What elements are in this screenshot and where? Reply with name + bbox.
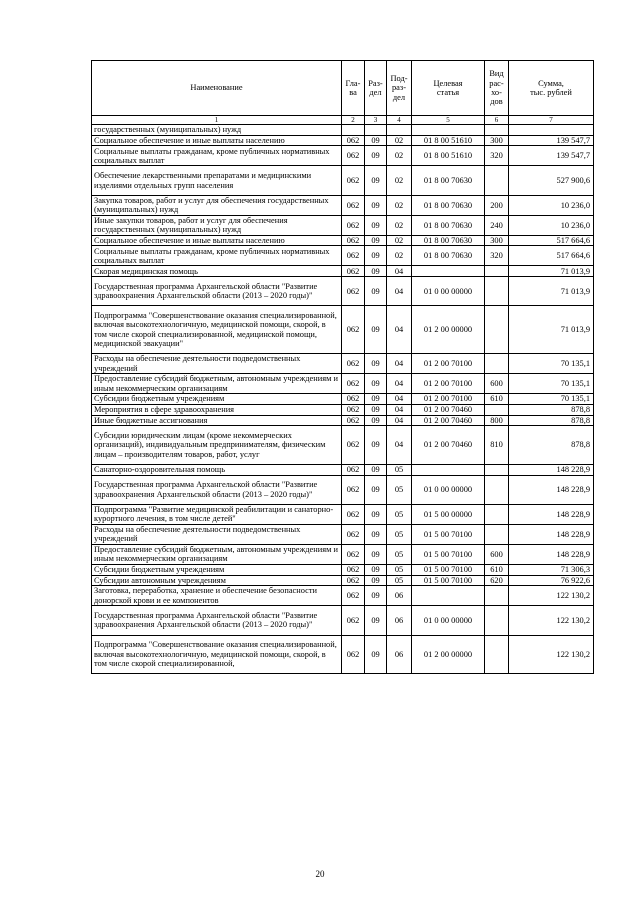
- header-vid-rashodov: Вид рас- хо- дов: [485, 61, 509, 116]
- row-podrazdel: 05: [387, 475, 412, 504]
- row-podrazdel: 04: [387, 306, 412, 354]
- row-celevaya-statya: [412, 266, 485, 277]
- row-glava: 062: [342, 146, 365, 166]
- row-glava: 062: [342, 374, 365, 394]
- row-razdel: 09: [365, 564, 387, 575]
- row-podrazdel: 02: [387, 146, 412, 166]
- row-name: Санаторно-оздоровительная помощь: [92, 464, 342, 475]
- row-podrazdel: 04: [387, 415, 412, 426]
- row-podrazdel: 04: [387, 394, 412, 405]
- row-summa: 71 306,3: [509, 564, 594, 575]
- row-vid-rashodov: [485, 266, 509, 277]
- row-glava: 062: [342, 464, 365, 475]
- row-razdel: 09: [365, 475, 387, 504]
- row-podrazdel: 02: [387, 235, 412, 246]
- header-name: Наименование: [92, 61, 342, 116]
- row-glava: 062: [342, 606, 365, 635]
- row-name: Подпрограмма "Совершенствование оказания специализированной, включая высокотехнологичную, медицинской помощи, скорой, в том числе скорой специализированной,: [92, 635, 342, 674]
- row-glava: 062: [342, 524, 365, 544]
- budget-table: [91, 60, 594, 674]
- table-row: [92, 235, 594, 246]
- row-razdel: 09: [365, 166, 387, 195]
- row-summa: 878,8: [509, 415, 594, 426]
- table-row: [92, 394, 594, 405]
- row-razdel: 09: [365, 464, 387, 475]
- row-glava: 062: [342, 415, 365, 426]
- row-glava: 062: [342, 575, 365, 586]
- row-razdel: 09: [365, 146, 387, 166]
- row-razdel: 09: [365, 235, 387, 246]
- row-vid-rashodov: 320: [485, 146, 509, 166]
- row-podrazdel: 05: [387, 564, 412, 575]
- row-vid-rashodov: [485, 635, 509, 674]
- row-glava: 062: [342, 475, 365, 504]
- row-celevaya-statya: [412, 586, 485, 606]
- table-row: [92, 135, 594, 146]
- header-glava: Гла- ва: [342, 61, 365, 116]
- row-glava: [342, 125, 365, 136]
- table-row: [92, 404, 594, 415]
- col-number: 3: [365, 116, 387, 125]
- row-summa: 148 228,9: [509, 475, 594, 504]
- row-glava: 062: [342, 426, 365, 465]
- col-number: 4: [387, 116, 412, 125]
- table-row: [92, 374, 594, 394]
- row-name: Государственная программа Архангельской области "Развитие здравоохранения Архангельской области (2013 – 2020 годы)": [92, 475, 342, 504]
- row-celevaya-statya: 01 2 00 70100: [412, 354, 485, 374]
- table-body: [92, 125, 594, 674]
- row-vid-rashodov: 810: [485, 426, 509, 465]
- row-summa: 148 228,9: [509, 504, 594, 524]
- row-razdel: 09: [365, 426, 387, 465]
- row-name: Обеспечение лекарственными препаратами и медицинскими изделиями отдельных групп населения: [92, 166, 342, 195]
- table-row: [92, 354, 594, 374]
- table-row: [92, 606, 594, 635]
- row-glava: 062: [342, 306, 365, 354]
- row-vid-rashodov: [485, 586, 509, 606]
- table-row: [92, 306, 594, 354]
- table-row: [92, 464, 594, 475]
- row-name: Закупка товаров, работ и услуг для обеспечения государственных (муниципальных) нужд: [92, 195, 342, 215]
- row-glava: 062: [342, 564, 365, 575]
- row-celevaya-statya: 01 5 00 70100: [412, 544, 485, 564]
- row-name: Мероприятия в сфере здравоохранения: [92, 404, 342, 415]
- row-razdel: 09: [365, 544, 387, 564]
- row-vid-rashodov: [485, 306, 509, 354]
- row-summa: 70 135,1: [509, 394, 594, 405]
- row-podrazdel: 05: [387, 575, 412, 586]
- row-glava: 062: [342, 586, 365, 606]
- row-vid-rashodov: [485, 404, 509, 415]
- row-summa: 76 922,6: [509, 575, 594, 586]
- row-name: Субсидии бюджетным учреждениям: [92, 394, 342, 405]
- table-row: [92, 166, 594, 195]
- row-razdel: 09: [365, 394, 387, 405]
- row-podrazdel: 04: [387, 426, 412, 465]
- row-vid-rashodov: 240: [485, 215, 509, 235]
- row-glava: 062: [342, 277, 365, 306]
- row-name: Подпрограмма "Совершенствование оказания специализированной, включая высокотехнологичную, медицинской помощи, скорой, в том числе скорой специализированной, медицинской помощи, медицинской эвакуации": [92, 306, 342, 354]
- row-name: Социальное обеспечение и иные выплаты населению: [92, 135, 342, 146]
- row-summa: 527 900,6: [509, 166, 594, 195]
- header-row: [92, 61, 594, 116]
- row-glava: 062: [342, 404, 365, 415]
- row-name: Расходы на обеспечение деятельности подведомственных учреждений: [92, 524, 342, 544]
- row-name: Субсидии автономным учреждениям: [92, 575, 342, 586]
- row-celevaya-statya: 01 5 00 70100: [412, 564, 485, 575]
- column-number-row: [92, 116, 594, 125]
- row-summa: 71 013,9: [509, 277, 594, 306]
- row-podrazdel: 05: [387, 524, 412, 544]
- row-podrazdel: 05: [387, 464, 412, 475]
- row-summa: 139 547,7: [509, 146, 594, 166]
- row-razdel: 09: [365, 135, 387, 146]
- table-row: [92, 564, 594, 575]
- row-vid-rashodov: 610: [485, 394, 509, 405]
- row-celevaya-statya: 01 2 00 00000: [412, 306, 485, 354]
- table-row: [92, 125, 594, 136]
- row-vid-rashodov: [485, 277, 509, 306]
- row-razdel: 09: [365, 266, 387, 277]
- row-razdel: 09: [365, 354, 387, 374]
- row-name: Государственная программа Архангельской области "Развитие здравоохранения Архангельской области (2013 – 2020 годы)": [92, 277, 342, 306]
- row-vid-rashodov: 600: [485, 544, 509, 564]
- table-row: [92, 246, 594, 266]
- row-celevaya-statya: 01 8 00 70630: [412, 246, 485, 266]
- row-summa: 148 228,9: [509, 524, 594, 544]
- table-row: [92, 575, 594, 586]
- row-name: Субсидии юридическим лицам (кроме некоммерческих организаций), индивидуальным предпринимателям, физическим лицам – производителям товаров, работ, услуг: [92, 426, 342, 465]
- row-vid-rashodov: [485, 125, 509, 136]
- row-celevaya-statya: 01 2 00 00000: [412, 635, 485, 674]
- row-name: Социальное обеспечение и иные выплаты населению: [92, 235, 342, 246]
- row-summa: [509, 125, 594, 136]
- row-summa: 122 130,2: [509, 586, 594, 606]
- row-summa: 517 664,6: [509, 246, 594, 266]
- row-vid-rashodov: [485, 524, 509, 544]
- row-name: Заготовка, переработка, хранение и обеспечение безопасности донорской крови и ее компонентов: [92, 586, 342, 606]
- row-celevaya-statya: 01 8 00 70630: [412, 195, 485, 215]
- row-glava: 062: [342, 354, 365, 374]
- table-row: [92, 524, 594, 544]
- row-summa: 122 130,2: [509, 635, 594, 674]
- row-razdel: [365, 125, 387, 136]
- row-vid-rashodov: 610: [485, 564, 509, 575]
- row-summa: 71 013,9: [509, 266, 594, 277]
- row-podrazdel: 04: [387, 266, 412, 277]
- row-celevaya-statya: 01 2 00 70460: [412, 404, 485, 415]
- row-name: Предоставление субсидий бюджетным, автономным учреждениям и иным некоммерческим организациям: [92, 374, 342, 394]
- row-razdel: 09: [365, 586, 387, 606]
- col-number: 7: [509, 116, 594, 125]
- header-celevaya-statya: Целевая статья: [412, 61, 485, 116]
- row-name: Иные бюджетные ассигнования: [92, 415, 342, 426]
- row-vid-rashodov: 800: [485, 415, 509, 426]
- row-celevaya-statya: 01 8 00 51610: [412, 146, 485, 166]
- row-glava: 062: [342, 635, 365, 674]
- row-celevaya-statya: 01 8 00 70630: [412, 215, 485, 235]
- row-vid-rashodov: 320: [485, 246, 509, 266]
- col-number: 5: [412, 116, 485, 125]
- table-row: [92, 277, 594, 306]
- row-glava: 062: [342, 544, 365, 564]
- table-row: [92, 635, 594, 674]
- row-vid-rashodov: 300: [485, 135, 509, 146]
- row-vid-rashodov: 300: [485, 235, 509, 246]
- row-summa: 70 135,1: [509, 374, 594, 394]
- row-summa: 10 236,0: [509, 195, 594, 215]
- table-row: [92, 146, 594, 166]
- row-vid-rashodov: [485, 504, 509, 524]
- row-summa: 878,8: [509, 404, 594, 415]
- header-summa: Сумма, тыс. рублей: [509, 61, 594, 116]
- table-row: [92, 504, 594, 524]
- col-number: 2: [342, 116, 365, 125]
- row-summa: 148 228,9: [509, 464, 594, 475]
- row-celevaya-statya: 01 0 00 00000: [412, 606, 485, 635]
- row-glava: 062: [342, 166, 365, 195]
- table-row: [92, 586, 594, 606]
- row-razdel: 09: [365, 215, 387, 235]
- row-name: Расходы на обеспечение деятельности подведомственных учреждений: [92, 354, 342, 374]
- col-number: 1: [92, 116, 342, 125]
- row-razdel: 09: [365, 504, 387, 524]
- row-podrazdel: 02: [387, 135, 412, 146]
- row-razdel: 09: [365, 404, 387, 415]
- row-vid-rashodov: [485, 475, 509, 504]
- row-vid-rashodov: 600: [485, 374, 509, 394]
- row-razdel: 09: [365, 195, 387, 215]
- row-celevaya-statya: 01 2 00 70100: [412, 394, 485, 405]
- row-name: Государственная программа Архангельской области "Развитие здравоохранения Архангельской области (2013 – 2020 годы)": [92, 606, 342, 635]
- row-celevaya-statya: 01 5 00 00000: [412, 504, 485, 524]
- header-razdel: Раз- дел: [365, 61, 387, 116]
- row-vid-rashodov: [485, 606, 509, 635]
- table-row: [92, 426, 594, 465]
- row-razdel: 09: [365, 575, 387, 586]
- row-name: Социальные выплаты гражданам, кроме публичных нормативных социальных выплат: [92, 246, 342, 266]
- row-podrazdel: 06: [387, 635, 412, 674]
- row-razdel: 09: [365, 306, 387, 354]
- row-podrazdel: 02: [387, 215, 412, 235]
- row-glava: 062: [342, 504, 365, 524]
- row-summa: 517 664,6: [509, 235, 594, 246]
- table-row: [92, 475, 594, 504]
- row-vid-rashodov: 620: [485, 575, 509, 586]
- row-glava: 062: [342, 266, 365, 277]
- row-razdel: 09: [365, 246, 387, 266]
- row-podrazdel: 02: [387, 195, 412, 215]
- row-summa: 122 130,2: [509, 606, 594, 635]
- budget-table-container: [91, 60, 593, 674]
- row-celevaya-statya: 01 8 00 70630: [412, 235, 485, 246]
- col-number: 6: [485, 116, 509, 125]
- row-podrazdel: 05: [387, 544, 412, 564]
- row-name: Иные закупки товаров, работ и услуг для обеспечения государственных (муниципальных) нужд: [92, 215, 342, 235]
- row-razdel: 09: [365, 635, 387, 674]
- row-vid-rashodov: [485, 354, 509, 374]
- row-celevaya-statya: 01 8 00 70630: [412, 166, 485, 195]
- row-razdel: 09: [365, 415, 387, 426]
- row-name: государственных (муниципальных) нужд: [92, 125, 342, 136]
- row-glava: 062: [342, 246, 365, 266]
- row-celevaya-statya: 01 5 00 70100: [412, 524, 485, 544]
- row-glava: 062: [342, 235, 365, 246]
- row-podrazdel: 05: [387, 504, 412, 524]
- row-podrazdel: 06: [387, 586, 412, 606]
- row-podrazdel: 04: [387, 374, 412, 394]
- row-podrazdel: 06: [387, 606, 412, 635]
- row-glava: 062: [342, 394, 365, 405]
- row-name: Подпрограмма "Развитие медицинской реабилитации и санаторно-курортного лечения, в том числе детей": [92, 504, 342, 524]
- row-podrazdel: 04: [387, 404, 412, 415]
- table-row: [92, 415, 594, 426]
- row-celevaya-statya: 01 2 00 70100: [412, 374, 485, 394]
- row-podrazdel: 02: [387, 246, 412, 266]
- page-number: 20: [315, 869, 325, 879]
- row-summa: 10 236,0: [509, 215, 594, 235]
- row-summa: 70 135,1: [509, 354, 594, 374]
- row-podrazdel: 04: [387, 277, 412, 306]
- table-row: [92, 544, 594, 564]
- row-name: Скорая медицинская помощь: [92, 266, 342, 277]
- row-summa: 878,8: [509, 426, 594, 465]
- row-name: Субсидии бюджетным учреждениям: [92, 564, 342, 575]
- row-podrazdel: 04: [387, 354, 412, 374]
- header-podrazdel: Под- раз- дел: [387, 61, 412, 116]
- row-razdel: 09: [365, 606, 387, 635]
- row-celevaya-statya: [412, 464, 485, 475]
- table-row: [92, 266, 594, 277]
- row-podrazdel: 02: [387, 166, 412, 195]
- row-glava: 062: [342, 135, 365, 146]
- row-summa: 71 013,9: [509, 306, 594, 354]
- row-celevaya-statya: 01 2 00 70460: [412, 415, 485, 426]
- row-vid-rashodov: [485, 464, 509, 475]
- row-razdel: 09: [365, 374, 387, 394]
- row-celevaya-statya: 01 2 00 70460: [412, 426, 485, 465]
- row-summa: 139 547,7: [509, 135, 594, 146]
- row-razdel: 09: [365, 524, 387, 544]
- row-celevaya-statya: 01 5 00 70100: [412, 575, 485, 586]
- row-name: Предоставление субсидий бюджетным, автономным учреждениям и иным некоммерческим организациям: [92, 544, 342, 564]
- row-name: Социальные выплаты гражданам, кроме публичных нормативных социальных выплат: [92, 146, 342, 166]
- row-razdel: 09: [365, 277, 387, 306]
- row-celevaya-statya: 01 0 00 00000: [412, 475, 485, 504]
- table-row: [92, 215, 594, 235]
- row-vid-rashodov: 200: [485, 195, 509, 215]
- row-celevaya-statya: [412, 125, 485, 136]
- row-summa: 148 228,9: [509, 544, 594, 564]
- row-podrazdel: [387, 125, 412, 136]
- row-celevaya-statya: 01 8 00 51610: [412, 135, 485, 146]
- row-glava: 062: [342, 215, 365, 235]
- row-vid-rashodov: [485, 166, 509, 195]
- table-row: [92, 195, 594, 215]
- row-celevaya-statya: 01 0 00 00000: [412, 277, 485, 306]
- row-glava: 062: [342, 195, 365, 215]
